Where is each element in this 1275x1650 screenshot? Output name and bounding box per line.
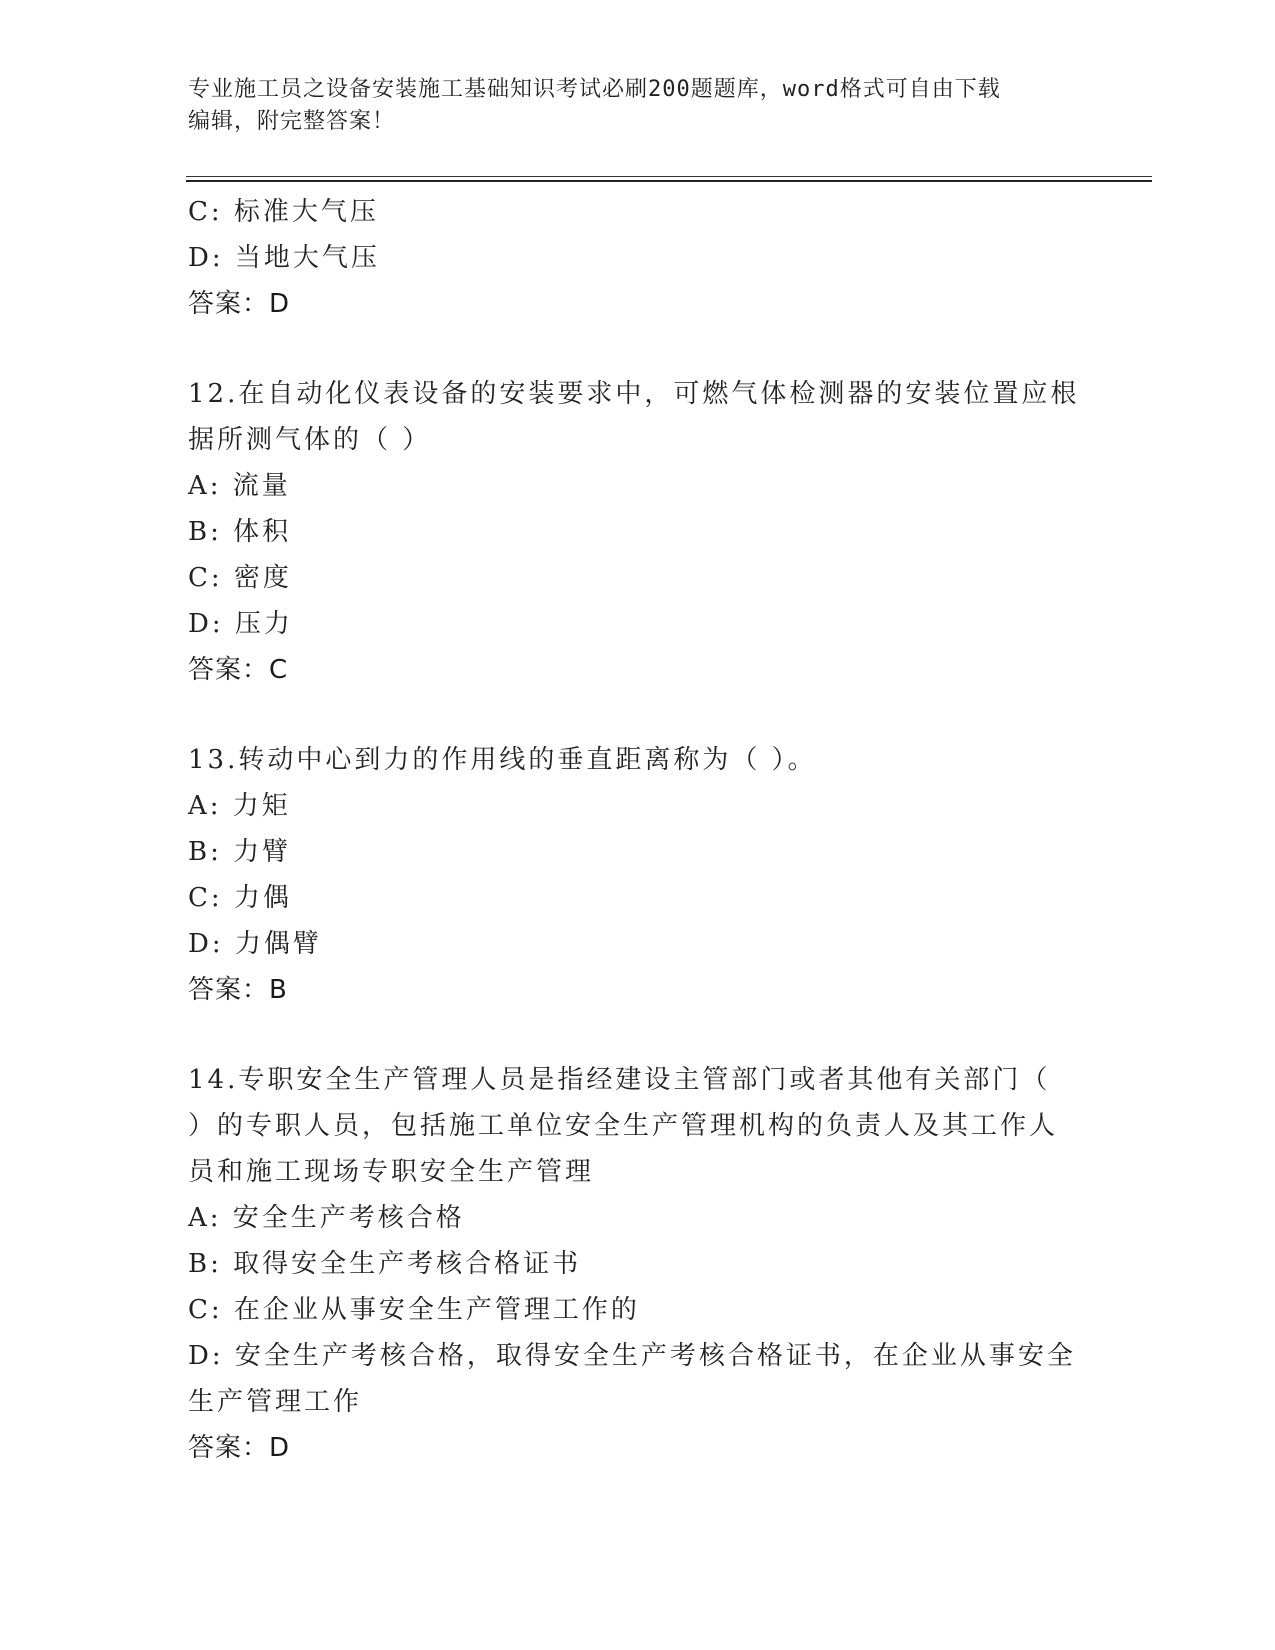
option-b: B: 体积 <box>188 517 292 547</box>
option-d: D: 力偶臂 <box>188 929 322 959</box>
option-c: C: 力偶 <box>188 883 292 913</box>
header-title-line-2: 编辑，附完整答案！ <box>188 109 396 134</box>
question-stem-line: 13.转动中心到力的作用线的垂直距离称为（ ）。 <box>188 745 817 775</box>
header-divider-thin <box>186 176 1152 177</box>
option-d: D: 压力 <box>188 609 293 639</box>
header-divider-thick <box>186 180 1152 182</box>
document-header <box>188 74 1088 138</box>
answer-line: 答案：D <box>188 289 291 319</box>
question-11-tail <box>188 189 1088 327</box>
answer-line: 答案：B <box>188 975 288 1005</box>
option-a: A: 流量 <box>188 471 291 501</box>
option-c: C: 在企业从事安全生产管理工作的 <box>188 1295 640 1325</box>
question-spacer <box>188 327 1088 371</box>
question-spacer <box>188 1013 1088 1057</box>
question-stem-line: 员和施工现场专职安全生产管理 <box>188 1157 595 1187</box>
option-a: A: 安全生产考核合格 <box>188 1203 465 1233</box>
question-12 <box>188 371 1088 693</box>
option-a: A: 力矩 <box>188 791 291 821</box>
question-stem-line: 据所测气体的（ ） <box>188 425 432 455</box>
option-c: C: 密度 <box>188 563 292 593</box>
question-stem-line: ）的专职人员，包括施工单位安全生产管理机构的负责人及其工作人 <box>188 1111 1059 1141</box>
option-d-continuation: 生产管理工作 <box>188 1387 363 1417</box>
answer-line: 答案：C <box>188 655 289 685</box>
question-14 <box>188 1057 1088 1471</box>
question-spacer <box>188 693 1088 737</box>
question-13 <box>188 737 1088 1013</box>
header-title-line-1: 专业施工员之设备安装施工基础知识考试必刷200题题库，word格式可自由下载 <box>188 77 1001 102</box>
question-stem-line: 14.专职安全生产管理人员是指经建设主管部门或者其他有关部门（ <box>188 1065 1051 1095</box>
answer-line: 答案：D <box>188 1433 291 1463</box>
option-d: D: 安全生产考核合格，取得安全生产考核合格证书，在企业从事安全 <box>188 1341 1076 1371</box>
option-b: B: 力臂 <box>188 837 292 867</box>
option-c: C: 标准大气压 <box>188 197 379 227</box>
option-b: B: 取得安全生产考核合格证书 <box>188 1249 582 1279</box>
option-d: D: 当地大气压 <box>188 243 380 273</box>
question-list <box>188 189 1088 1471</box>
question-stem-line: 12.在自动化仪表设备的安装要求中，可燃气体检测器的安装位置应根 <box>188 379 1080 409</box>
